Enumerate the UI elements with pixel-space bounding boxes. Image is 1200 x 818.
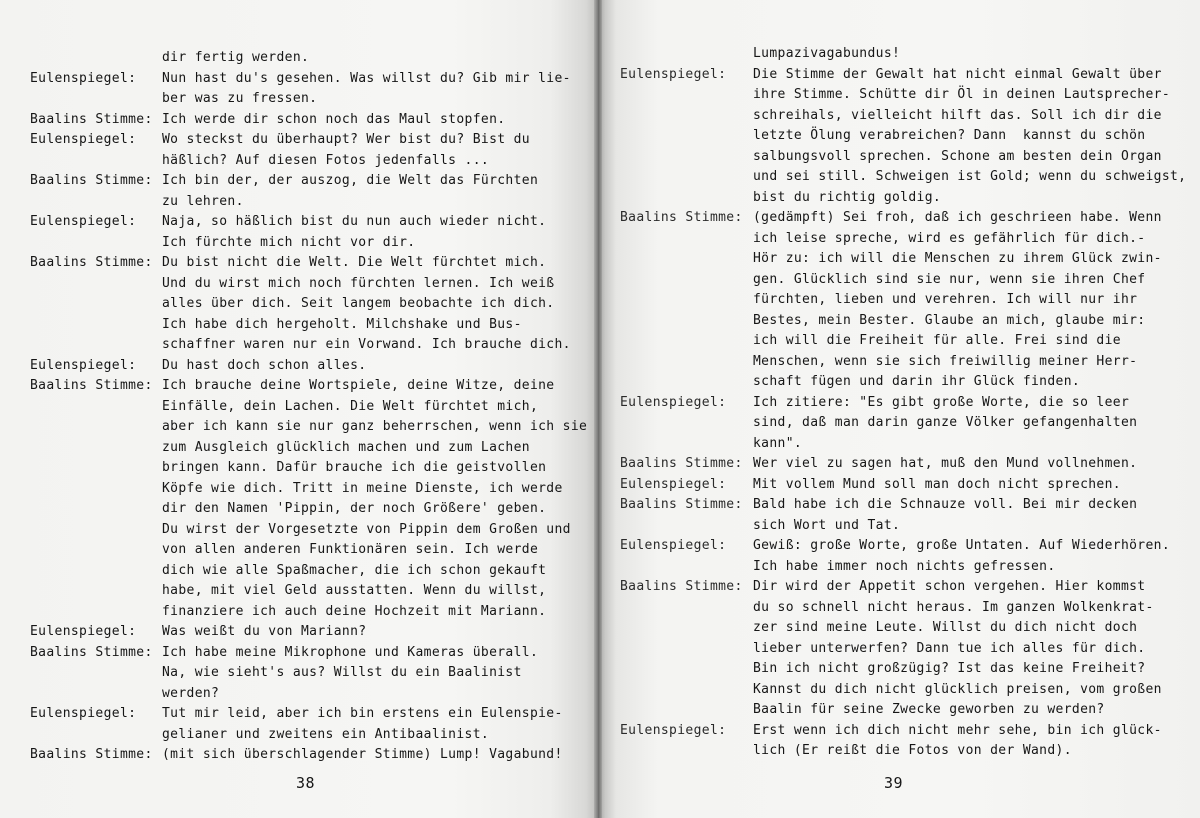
script-line [0,110,598,130]
dialogue-text: Die Stimme der Gewalt hat nicht einmal Gewalt über [753,66,1162,82]
dialogue-text: Du bist nicht die Welt. Die Welt fürchtet mich. [162,255,547,270]
script-line [598,557,1200,577]
page-number-right: 39 [884,774,904,792]
dialogue-text: sind, daß man darin ganze Völker gefangenhalten [753,415,1138,430]
script-line [0,212,598,232]
dialogue-text: Ich brauche deine Wortspiele, deine Witze, deine [162,378,555,393]
script-line [0,581,598,601]
dialogue-text: gen. Glücklich sind sie nur, wenn sie ihren Chef [753,271,1146,287]
dialogue-text: letzte Ölung verabreichen? Dann kannst du schön [753,128,1146,143]
script-line [598,577,1200,597]
speaker-label: Eulenspiegel: [620,66,727,82]
dialogue-text: und sei still. Schweigen ist Gold; wenn du schweigst, [753,169,1187,184]
dialogue-text: dich wie alle Spaßmacher, die ich schon gekauft [162,562,547,578]
dialogue-text: Nun hast du's gesehen. Was willst du? Gib mir lie- [162,70,571,86]
script-line [0,397,598,417]
dialogue-text: Wo steckst du überhaupt? Wer bist du? Bist du [162,132,530,147]
script-line [0,684,598,704]
speaker-label: Baalins Stimme: [30,747,153,762]
script-line [598,721,1200,741]
script-line [0,643,598,663]
dialogue-text: zu lehren. [162,193,244,209]
speaker-label: Eulenspiegel: [30,70,137,86]
dialogue-text: fürchten, lieben und verehren. Ich will nur ihr [753,292,1138,307]
dialogue-text: Köpfe wie dich. Tritt in meine Dienste, ich werde [162,480,563,496]
speaker-label: Eulenspiegel: [30,624,137,639]
book-gutter [594,0,602,818]
script-line [0,48,598,68]
dialogue-text: (gedämpft) Sei froh, daß ich geschrieen habe. Wenn [753,210,1162,225]
dialogue-text: sich Wort und Tat. [753,517,901,533]
speaker-label: Baalins Stimme: [30,644,153,660]
script-line [598,290,1200,310]
dialogue-text: Wer viel zu sagen hat, muß den Mund vollnehmen. [753,456,1138,471]
script-line [0,233,598,253]
script-line [0,294,598,314]
dialogue-text: ber was zu fressen. [162,91,318,106]
script-line [598,700,1200,720]
speaker-label: Baalins Stimme: [30,173,153,188]
speaker-label: Eulenspiegel: [620,538,727,553]
dialogue-text: aber ich kann sie nur ganz beherrschen, wenn ich sie [162,419,588,434]
speaker-label: Eulenspiegel: [30,132,137,147]
script-line [598,352,1200,372]
script-line [598,434,1200,454]
dialogue-text: lich (Er reißt die Fotos von der Wand). [753,743,1072,758]
script-line [598,44,1200,64]
dialogue-text: kann". [753,435,803,451]
script-line [0,520,598,540]
script-line [598,229,1200,249]
script-line [0,438,598,458]
dialogue-text: Dir wird der Appetit schon vergehen. Hier kommst [753,579,1146,594]
dialogue-text: werden? [162,685,220,701]
script-line [0,376,598,396]
speaker-label: Eulenspiegel: [620,394,727,410]
speaker-label: Baalins Stimme: [30,378,153,393]
script-line [0,356,598,376]
dialogue-text: ich will die Freiheit für alle. Frei sind die [753,333,1121,348]
dialogue-text: Ich bin der, der auszog, die Welt das Fürchten [162,173,539,188]
script-line [598,147,1200,167]
script-line [598,680,1200,700]
script-line [598,598,1200,618]
speaker-label: Baalins Stimme: [620,497,743,512]
page-number-left: 38 [296,774,316,792]
script-line [598,639,1200,659]
script-line [598,659,1200,679]
script-line [0,725,598,745]
script-line [598,65,1200,85]
script-line [598,618,1200,638]
dialogue-text: Ich habe immer noch nichts gefressen. [753,558,1056,574]
script-line [598,85,1200,105]
dialogue-text: Tut mir leid, aber ich bin erstens ein Eulenspie- [162,706,563,721]
dialogue-text: schaft fügen und darin ihr Glück finden. [753,374,1081,389]
dialogue-text: Ich werde dir schon noch das Maul stopfen. [162,111,506,127]
script-line [598,167,1200,187]
dialogue-text: Na, wie sieht's aus? Willst du ein Baalinist [162,665,522,680]
dialogue-text: Was weißt du von Mariann? [162,624,367,639]
speaker-label: Baalins Stimme: [30,255,153,270]
script-line [598,413,1200,433]
script-line [0,89,598,109]
speaker-label: Baalins Stimme: [620,579,743,594]
dialogue-text: Menschen, wenn sie sich freiwillig meiner Herr- [753,353,1138,369]
speaker-label: Baalins Stimme: [620,210,743,225]
dialogue-text: Gewiß: große Worte, große Untaten. Auf Wiederhören. [753,538,1171,553]
dialogue-text: Ich habe dich hergeholt. Milchshake und Bus- [162,316,522,332]
script-line [598,311,1200,331]
script-line [0,479,598,499]
speaker-label: Baalins Stimme: [30,111,153,127]
dialogue-text: von allen anderen Funktionären sein. Ich werde [162,542,539,557]
dialogue-text: dir fertig werden. [162,50,310,65]
script-line [598,741,1200,761]
speaker-label: Eulenspiegel: [620,476,727,492]
speaker-label: Eulenspiegel: [620,722,727,738]
dialogue-text: Einfälle, dein Lachen. Die Welt fürchtet mich, [162,398,539,414]
dialogue-text: dir den Namen 'Pippin, der noch Größere' geben. [162,501,547,516]
script-line [0,458,598,478]
script-line [598,516,1200,536]
script-line [0,602,598,622]
dialogue-text: Du hast doch schon alles. [162,357,367,373]
dialogue-text: alles über dich. Seit langem beobachte ich dich. [162,296,555,311]
dialogue-text: Bin ich nicht großzügig? Ist das keine Freiheit? [753,661,1146,676]
script-line [598,270,1200,290]
script-line [0,561,598,581]
dialogue-text: häßlich? Auf diesen Fotos jedenfalls ... [162,152,490,168]
script-line [598,188,1200,208]
dialogue-text: habe, mit viel Geld ausstatten. Wenn du willst, [162,583,547,598]
script-line [0,192,598,212]
script-line [0,663,598,683]
dialogue-text: Hör zu: ich will die Menschen zu ihrem Glück zwin- [753,251,1162,266]
dialogue-text: Ich zitiere: "Es gibt große Worte, die so leer [753,394,1130,410]
right-page [598,0,1200,818]
dialogue-text: Bald habe ich die Schnauze voll. Bei mir decken [753,497,1138,512]
dialogue-text: ich leise spreche, wird es gefährlich für dich.- [753,230,1146,246]
script-line [0,151,598,171]
dialogue-text: Lumpazivagabundus! [753,46,901,61]
dialogue-text: gelianer und zweitens ein Antibaalinist. [162,726,490,742]
script-line [0,745,598,765]
script-line [0,171,598,191]
dialogue-text: schreihals, vielleicht hilft das. Soll ich dir die [753,107,1162,123]
script-line [598,126,1200,146]
speaker-label: Eulenspiegel: [30,706,137,721]
script-line [0,315,598,335]
script-line [0,540,598,560]
script-line [598,208,1200,228]
dialogue-text: Naja, so häßlich bist du nun auch wieder nicht. [162,214,547,229]
script-line [0,130,598,150]
script-line [0,274,598,294]
script-line [0,335,598,355]
dialogue-text: schaffner waren nur ein Vorwand. Ich brauche dich. [162,337,571,352]
left-page [0,0,598,818]
script-line [598,393,1200,413]
dialogue-text: finanziere ich auch deine Hochzeit mit Mariann. [162,603,547,619]
script-line [598,331,1200,351]
dialogue-text: (mit sich überschlagender Stimme) Lump! Vagabund! [162,747,563,762]
dialogue-text: salbungsvoll sprechen. Schone am besten dein Organ [753,148,1162,164]
dialogue-text: Bestes, mein Bester. Glaube an mich, glaube mir: [753,312,1146,328]
script-line [0,499,598,519]
dialogue-text: ihre Stimme. Schütte dir Öl in deinen Lautsprecher- [753,87,1171,102]
script-line [598,495,1200,515]
script-line [0,253,598,273]
script-line [598,249,1200,269]
dialogue-text: Und du wirst mich noch fürchten lernen. Ich weiß [162,275,555,291]
script-line [598,536,1200,556]
dialogue-text: Ich fürchte mich nicht vor dir. [162,234,416,250]
speaker-label: Eulenspiegel: [30,214,137,229]
dialogue-text: bist du richtig goldig. [753,189,942,205]
dialogue-text: Du wirst der Vorgesetzte von Pippin dem Großen und [162,521,571,537]
dialogue-text: Baalin für seine Zwecke geworben zu werden? [753,702,1105,717]
speaker-label: Eulenspiegel: [30,357,137,373]
script-line [0,417,598,437]
dialogue-text: bringen kann. Dafür brauche ich die geistvollen [162,460,547,475]
dialogue-text: zum Ausgleich glücklich machen und zum Lachen [162,439,530,455]
script-line [598,454,1200,474]
dialogue-text: Erst wenn ich dich nicht mehr sehe, bin ich glück- [753,722,1162,738]
dialogue-text: Kannst du dich nicht glücklich preisen, vom großen [753,681,1162,697]
dialogue-text: lieber unterwerfen? Dann tue ich alles für dich. [753,640,1146,656]
dialogue-text: Ich habe meine Mikrophone und Kameras überall. [162,644,539,660]
script-line [0,704,598,724]
script-line [0,69,598,89]
dialogue-text: Mit vollem Mund soll man doch nicht sprechen. [753,476,1121,492]
dialogue-text: du so schnell nicht heraus. Im ganzen Wolkenkrat- [753,599,1154,615]
script-line [598,372,1200,392]
script-line [598,106,1200,126]
script-line [598,475,1200,495]
speaker-label: Baalins Stimme: [620,456,743,471]
dialogue-text: zer sind meine Leute. Willst du dich nicht doch [753,620,1138,635]
script-line [0,622,598,642]
